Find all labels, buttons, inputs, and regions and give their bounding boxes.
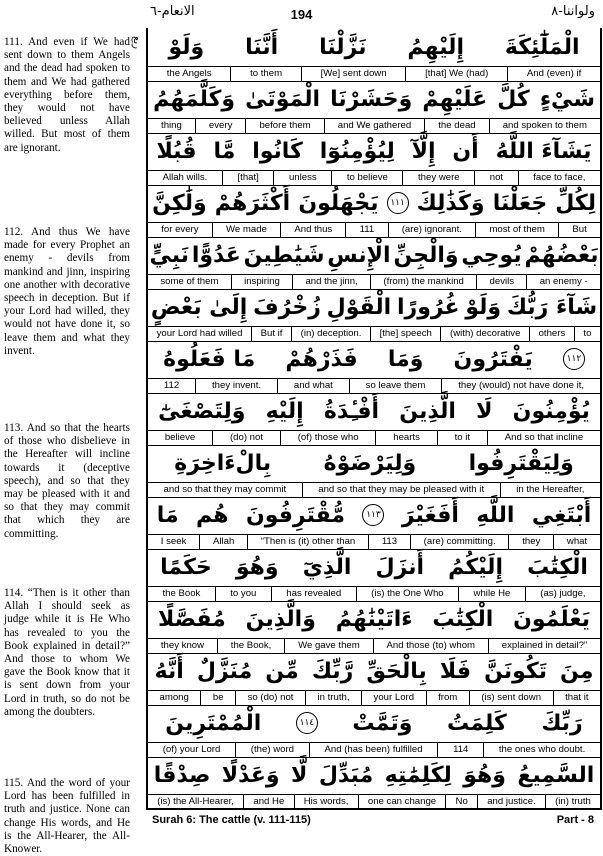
english-gloss: and the jinn, — [292, 275, 370, 289]
english-gloss: And so that incline — [487, 431, 600, 445]
page-header — [0, 0, 603, 28]
arabic-row — [148, 548, 600, 586]
english-gloss: (are) committing. — [410, 535, 509, 549]
arabic-row — [148, 184, 600, 222]
arabic-word: وَالَّذِينَ — [245, 606, 316, 632]
arabic-word: إِلَّآ — [411, 138, 436, 164]
english-gloss: We gave them — [284, 639, 372, 653]
arabic-row — [148, 496, 600, 534]
arabic-word: مُّقْتَرِفُونَ — [245, 502, 346, 528]
arabic-word: الَّذِيٓ — [302, 554, 352, 580]
arabic-word: مُبَدِّلَ — [318, 762, 374, 788]
page-footer — [146, 808, 602, 832]
arabic-word: إِلَىٰ بَعْضٍ — [150, 294, 248, 320]
part-reference: Part - 8 — [556, 814, 594, 826]
arabic-word: قُبُلًا — [156, 138, 197, 164]
english-gloss: one can change — [358, 795, 446, 809]
verse-111-translation: 111. And even if We had sent down to them Angels and the dead had spoken to them and We had gathered everything before them, they would not have believed unless Allah willed. But most of them are ignorant. — [4, 36, 130, 154]
english-gloss: No — [445, 795, 477, 809]
arabic-word: إِلَيْهِ — [265, 398, 304, 424]
arabic-row — [148, 340, 600, 378]
arabic-word: جَعَلْنَا — [492, 190, 548, 216]
arabic-word: وَهُوَ — [235, 554, 279, 580]
arabic-row — [148, 236, 600, 274]
english-gloss: the Book — [162, 588, 201, 599]
arabic-word: مِنَ — [560, 658, 594, 684]
arabic-word: لَا — [476, 398, 493, 424]
verse-114-translation: 114. “Then is it other than Allah I should seek as judge while it is He Who has revealed to you the Book explained in detail?” And those to whom We gave the Book know that it is sent down from your Lord in truth, so do not be among the doubters. — [4, 587, 130, 718]
english-gloss: the Book, — [217, 639, 284, 653]
arabic-word: عَدُوًّا — [191, 242, 241, 268]
arabic-word: زُخْرُفَ — [253, 294, 321, 320]
english-gloss: others — [529, 327, 574, 341]
arabic-word: بِالْحَقِّ — [366, 658, 427, 684]
arabic-word: غُرُورًا — [396, 294, 460, 320]
english-gloss: they (would) not have done it, — [441, 379, 600, 393]
english-gloss: and justice. — [477, 795, 545, 809]
english-gloss: inspiring — [231, 275, 292, 289]
arabic-word: ١١٢ — [563, 348, 585, 370]
arabic-word: السَّمِيعُ — [517, 762, 595, 788]
arabic-word: وَحَشَرْنَا — [330, 86, 413, 112]
english-gloss: We made — [212, 223, 280, 237]
english-gloss: (is) the One Who — [356, 587, 458, 601]
arabic-row — [148, 132, 600, 170]
english-gloss: among — [159, 692, 189, 703]
english-gloss: while He — [458, 587, 525, 601]
english-gloss: unless — [273, 171, 331, 185]
arabic-word: كَلِمَتُ — [446, 710, 507, 736]
arabic-word: مَا — [156, 502, 179, 528]
arabic-word: وَلَٰكِنَّ — [152, 190, 207, 216]
english-gloss: before them — [245, 119, 323, 133]
english-gloss: 112 — [163, 380, 180, 391]
english-gloss: hearts — [375, 431, 436, 445]
arabic-word: رَّبِّكَ — [311, 658, 354, 684]
english-gloss: and so that they may commit — [163, 484, 287, 495]
arabic-row — [148, 392, 600, 430]
arabic-row — [148, 756, 600, 794]
english-gloss: so (do) not — [235, 691, 305, 705]
surah-name-arabic: الانعام-٦ — [150, 4, 195, 19]
arabic-word: وَلَوْ — [168, 34, 205, 60]
arabic-word: يَفْتَرُونَ — [453, 346, 533, 372]
english-gloss: be — [200, 691, 235, 705]
arabic-word: وَلِتَصْغَىٰٓ — [158, 398, 246, 424]
english-gloss: and what — [277, 379, 349, 393]
english-gloss: [the] speech — [370, 327, 440, 341]
arabic-row — [148, 704, 600, 742]
english-gloss: [that] — [222, 171, 273, 185]
arabic-word: شَآءَ رَبُّكَ — [506, 294, 598, 320]
english-gloss: to — [574, 327, 600, 341]
english-gloss: [that] We (had) — [405, 67, 507, 81]
english-gloss: they know — [160, 640, 205, 651]
english-gloss: explained in detail?” — [488, 639, 600, 653]
english-gloss: the dead — [424, 119, 488, 133]
english-gloss: (with) decorative — [440, 327, 529, 341]
arabic-row — [148, 444, 600, 482]
english-gloss: (are) ignorant. — [388, 223, 476, 237]
word-by-word-table — [146, 28, 602, 808]
arabic-word: مَّا — [213, 138, 236, 164]
arabic-word: ١١٣ — [362, 504, 384, 526]
english-gloss: that it — [553, 691, 601, 705]
arabic-word: يَشَآءَ اللَّهُ — [495, 138, 592, 164]
english-gloss: and He — [243, 795, 293, 809]
english-gloss: And (has been) fulfilled — [309, 743, 438, 757]
verse-113-translation: 113. And so that the hearts of those who disbelieve in the Hereafter will incline towards it (deceptive speech), and so that they may be pleased with it and so that they may commit that which they are committing. — [4, 422, 130, 540]
arabic-word: أَبْتَغِي — [531, 502, 592, 528]
arabic-word: إِلَيْكُمُ — [448, 554, 503, 580]
english-gloss: (in) deception. — [291, 327, 370, 341]
english-gloss: they were — [402, 171, 474, 185]
english-gloss: some of them — [160, 276, 219, 287]
arabic-row — [148, 600, 600, 638]
arabic-word: أَنَّنَا — [245, 34, 279, 60]
arabic-word: ١١٤ — [296, 712, 318, 734]
arabic-word: يُوحِي — [461, 242, 522, 268]
english-gloss: and We gathered — [324, 119, 425, 133]
english-gloss: believe — [164, 432, 196, 443]
arabic-word: مَا فَعَلُوهُ — [163, 346, 256, 372]
arabic-word: إِلَيْهِمُ — [407, 34, 464, 60]
english-gloss: to believe — [331, 171, 402, 185]
english-gloss: (is) sent down — [469, 691, 553, 705]
english-gloss: (do) not — [212, 431, 280, 445]
english-gloss: Allah — [199, 535, 247, 549]
arabic-word: وَلِيَرْضَوْهُ — [323, 450, 417, 476]
arabic-word: اللَّهِ — [476, 502, 515, 528]
arabic-word: الْمُمْتَرِينَ — [165, 710, 262, 736]
arabic-word: شَيْءٍ — [539, 86, 595, 112]
arabic-word: الْقَوْلِ — [326, 294, 392, 320]
english-gloss: to it — [437, 431, 487, 445]
english-gloss: 113 — [368, 535, 410, 549]
arabic-word: الْإِنسِ — [327, 242, 391, 268]
arabic-word: لَّا — [291, 762, 308, 788]
part-name-arabic: ولواننا-٨ — [551, 4, 595, 19]
english-gloss: not — [474, 171, 517, 185]
arabic-word: أَنَّهُ — [154, 658, 184, 684]
arabic-word: لِيُؤْمِنُوٓا — [319, 138, 395, 164]
arabic-word: وَتَمَّتْ — [352, 710, 413, 736]
arabic-word: يَجْهَلُونَ — [298, 190, 379, 216]
arabic-word: بِالْءَاخِرَةِ — [174, 450, 272, 476]
english-gloss: (of) those who — [280, 431, 376, 445]
page-number: 194 — [290, 7, 313, 22]
english-gloss: in the Hereafter, — [500, 483, 600, 497]
arabic-word: ١١١ — [387, 192, 409, 214]
english-gloss: 111 — [345, 223, 387, 237]
english-gloss: for every — [161, 224, 199, 235]
english-gloss: and so that they may be pleased with it — [302, 483, 500, 497]
english-gloss: in truth, — [305, 691, 361, 705]
arabic-word: فَذَرْهُمْ — [285, 346, 358, 372]
arabic-row — [148, 652, 600, 690]
english-gloss: every — [195, 119, 246, 133]
english-gloss: they invent. — [195, 379, 277, 393]
arabic-word: أَفْـِٔدَةُ — [323, 398, 380, 424]
english-gloss: has revealed — [271, 587, 356, 601]
english-gloss: And (even) if — [507, 67, 600, 81]
arabic-word: وَكَذَٰلِكَ — [416, 190, 485, 216]
english-gloss: what — [553, 535, 600, 549]
english-gloss: “Then is (it) other than — [247, 535, 368, 549]
arabic-row — [148, 288, 600, 326]
english-gloss: your Lord had willed — [156, 328, 243, 339]
arabic-word: ءَاتَيْنَٰهُمُ — [335, 606, 413, 632]
english-gloss: to you — [215, 587, 271, 601]
quarter-marker: ربع — [131, 36, 142, 49]
english-gloss: His words, — [294, 795, 358, 809]
arabic-word: الْكِتَٰبَ — [527, 554, 588, 580]
arabic-word: الْمَلَٰٓئِكَةَ — [504, 34, 580, 60]
arabic-word: كُلَّ — [497, 86, 530, 112]
arabic-row — [148, 28, 600, 66]
arabic-word: وَلِيَقْتَرِفُوا — [468, 450, 574, 476]
english-gloss: (the) word — [235, 743, 309, 757]
english-gloss: Allah wills. — [162, 172, 208, 183]
english-gloss: the Angels — [166, 68, 212, 79]
english-gloss: 114 — [437, 743, 483, 757]
english-gloss: [We] sent down — [301, 67, 405, 81]
english-gloss: to them — [230, 67, 301, 81]
arabic-word: أَكْثَرَهُمْ — [214, 190, 291, 216]
english-gloss: your Lord — [361, 691, 426, 705]
arabic-word: أَنزَلَ — [375, 554, 425, 580]
english-gloss: And those (to) whom — [373, 639, 488, 653]
arabic-word: وَكَلَّمَهُمُ — [153, 86, 236, 112]
arabic-word: يَعْلَمُونَ — [513, 606, 591, 632]
arabic-word: شَيَٰطِينَ — [243, 242, 325, 268]
arabic-word: عَلَيْهِمْ — [422, 86, 488, 112]
arabic-word: كَانُوا — [252, 138, 303, 164]
arabic-word: يُؤْمِنُونَ — [512, 398, 590, 424]
english-gloss: they — [508, 535, 553, 549]
arabic-word: رَبِّكَ — [541, 710, 583, 736]
english-gloss: most of them — [475, 223, 558, 237]
english-gloss: face to face, — [518, 171, 600, 185]
english-gloss: the ones who doubt. — [483, 743, 600, 757]
arabic-word: نَزَّلْنَا — [319, 34, 367, 60]
arabic-word: لِكُلِّ — [555, 190, 596, 216]
english-gloss: But — [558, 223, 600, 237]
english-gloss: and spoken to them — [489, 119, 600, 133]
english-gloss: (of) your Lord — [162, 744, 221, 755]
arabic-word: فَلَا — [439, 658, 471, 684]
english-gloss: from — [426, 691, 469, 705]
arabic-word: وَمَا — [387, 346, 424, 372]
arabic-word: هُم — [196, 502, 229, 528]
english-gloss: And thus — [280, 223, 345, 237]
arabic-word: مِّن — [265, 658, 299, 684]
arabic-word: وَالْجِنِّ — [393, 242, 459, 268]
english-gloss: so leave them — [349, 379, 442, 393]
arabic-word: وَهُوَ — [463, 762, 506, 788]
english-gloss: thing — [161, 120, 182, 131]
english-gloss: (in) truth — [545, 795, 600, 809]
arabic-word: وَعَدْلًا — [221, 762, 280, 788]
arabic-word: لِكَلِمَٰتِهِ — [384, 762, 452, 788]
arabic-word: الَّذِينَ — [399, 398, 456, 424]
english-gloss: But if — [251, 327, 291, 341]
arabic-word: تَكُونَنَّ — [484, 658, 547, 684]
verse-112-translation: 112. And thus We have made for every Prophet an enemy - devils from mankind and jinn, inspiring one another with decorative speech in deception. But if your Lord had willed, they would not have done it, so leave them and what they invent. — [4, 226, 130, 357]
arabic-word: بَعْضُهُمْ — [524, 242, 599, 268]
verse-115-translation: 115. And the word of your Lord has been fulfilled in truth and justice. None can change His words, and He is the All-Hearer, the All-Knower. — [4, 777, 130, 856]
arabic-word: وَلَوْ — [465, 294, 502, 320]
english-gloss: I seek — [160, 536, 187, 547]
arabic-word: مُنَزَّلٌ — [196, 658, 253, 684]
arabic-word: حَكَمًا — [160, 554, 212, 580]
arabic-word: نَبِيٍّ — [149, 242, 189, 268]
arabic-row — [148, 80, 600, 118]
arabic-word: الْمَوْتَىٰ — [245, 86, 321, 112]
arabic-word: أَن — [452, 138, 479, 164]
arabic-word: مُفَصَّلًا — [157, 606, 226, 632]
arabic-word: صِدْقًا — [153, 762, 211, 788]
surah-reference: Surah 6: The cattle (v. 111-115) — [152, 814, 311, 826]
english-gloss: an enemy - — [526, 275, 600, 289]
arabic-word: الْكِتَٰبَ — [432, 606, 494, 632]
arabic-word: أَفَغَيْرَ — [401, 502, 459, 528]
english-gloss: (is) the All-Hearer, — [157, 796, 234, 807]
english-gloss: devils — [476, 275, 526, 289]
english-gloss: (as) judge, — [525, 587, 600, 601]
english-gloss: (from) the mankind — [370, 275, 476, 289]
